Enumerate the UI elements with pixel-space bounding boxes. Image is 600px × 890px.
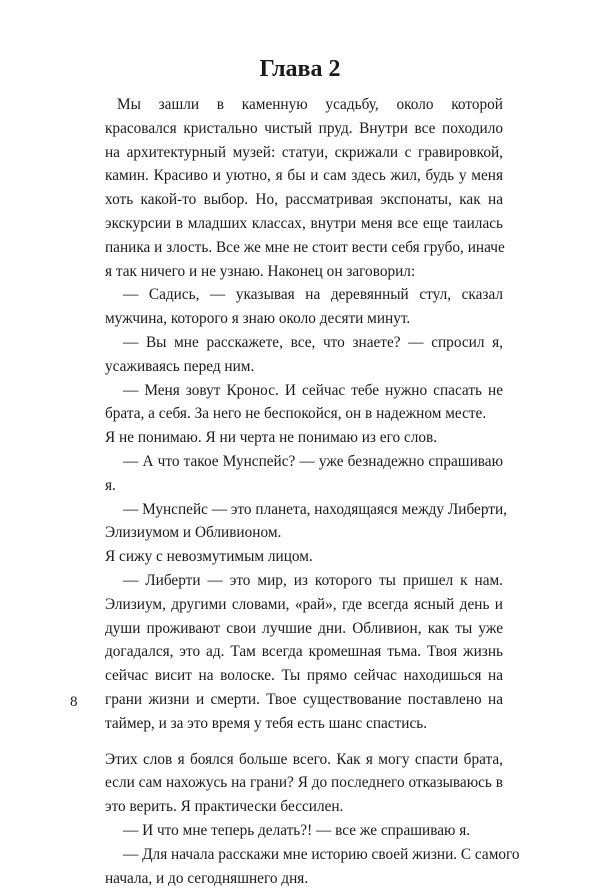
- text-line: на архитектурный музей: статуи, скрижали с гравировкой,: [105, 141, 503, 165]
- text-line: камин. Красиво и уютно, я бы и сам здесь жил, будь у меня: [105, 164, 503, 188]
- text-line: грани жизни и смерти. Твое существование поставлено на: [105, 688, 503, 712]
- text-line: если сам нахожусь на грани? Я до последнего отказываюсь в: [105, 771, 503, 795]
- text-line: — Меня зовут Кронос. И сейчас тебе нужно спасать не: [105, 379, 503, 403]
- text-line: мужчина, которого я знаю около десяти минут.: [105, 307, 503, 331]
- text-line: — Либерти — это мир, из которого ты пришел к нам.: [105, 569, 503, 593]
- text-line: начала, и до сегодняшнего дня.: [105, 867, 503, 890]
- text-line: усаживаясь перед ним.: [105, 355, 503, 379]
- text-line: я.: [105, 474, 503, 498]
- text-line: брата, а себя. За него не беспокойся, он в надежном месте.: [105, 402, 503, 426]
- text-line: это верить. Я практически бессилен.: [105, 795, 503, 819]
- chapter-title: Глава 2: [0, 54, 600, 84]
- text-line: Этих слов я боялся больше всего. Как я могу спасти брата,: [105, 748, 503, 772]
- text-line: — Садись, — указывая на деревянный стул, сказал: [105, 283, 503, 307]
- text-line: души проживают свои лучшие дни. Обливион, как ты уже: [105, 617, 503, 641]
- text-line: — А что такое Мунспейс? — уже безнадежно спрашиваю: [105, 450, 503, 474]
- text-line: я так ничего и не узнаю. Наконец он заговорил:: [105, 260, 503, 284]
- text-line: экскурсии в младших классах, внутри меня все еще таилась: [105, 212, 503, 236]
- text-line: красовался кристально чистый пруд. Внутри все походило: [105, 117, 503, 141]
- text-line: Элизиум, другими словами, «рай», где всегда ясный день и: [105, 593, 503, 617]
- text-line: — И что мне теперь делать?! — все же спрашиваю я.: [105, 819, 503, 843]
- text-line: Я сижу с невозмутимым лицом.: [105, 545, 503, 569]
- text-line: таймер, и за это время у тебя есть шанс спастись.: [105, 712, 503, 736]
- text-line: паника и злость. Все же мне не стоит вести себя грубо, иначе: [105, 236, 503, 260]
- text-line: Мы зашли в каменную усадьбу, около которой: [105, 93, 503, 117]
- page-number: 8: [70, 692, 78, 712]
- text-line: — Мунспейс — это планета, находящаяся между Либерти,: [105, 498, 503, 522]
- text-line: Элизиумом и Обливионом.: [105, 521, 503, 545]
- paragraph-gap: [105, 736, 503, 748]
- text-line: — Вы мне расскажете, все, что знаете? — спросил я,: [105, 331, 503, 355]
- text-line: Я не понимаю. Я ни черта не понимаю из его слов.: [105, 426, 503, 450]
- text-line: догадался, это ад. Там всегда кромешная тьма. Твоя жизнь: [105, 640, 503, 664]
- body-text: [105, 93, 503, 890]
- text-line: хоть какой-то выбор. Но, рассматривая экспонаты, как на: [105, 188, 503, 212]
- text-line: сейчас висит на волоске. Ты прямо сейчас находишься на: [105, 664, 503, 688]
- text-line: — Для начала расскажи мне историю своей жизни. С самого: [105, 843, 503, 867]
